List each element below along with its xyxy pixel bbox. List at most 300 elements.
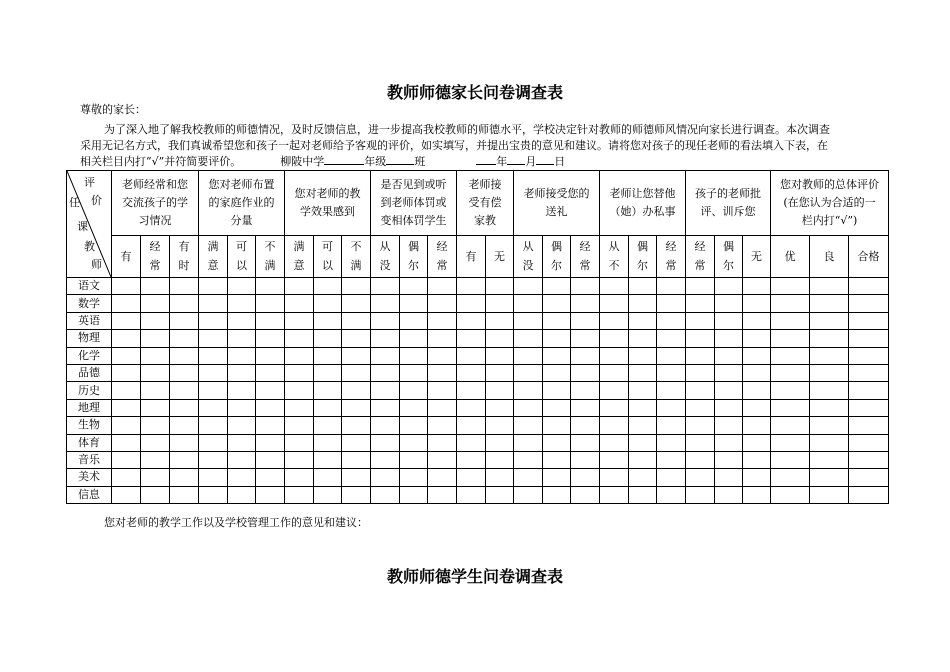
answer-cell[interactable] [514, 486, 543, 503]
answer-cell[interactable] [371, 364, 400, 381]
answer-cell[interactable] [571, 330, 600, 347]
answer-cell[interactable] [771, 399, 810, 416]
answer-cell[interactable] [486, 364, 514, 381]
answer-cell[interactable] [600, 347, 629, 364]
answer-cell[interactable] [657, 330, 686, 347]
answer-cell[interactable] [342, 347, 371, 364]
answer-cell[interactable] [743, 278, 771, 295]
answer-cell[interactable] [743, 399, 771, 416]
answer-cell[interactable] [228, 312, 256, 329]
answer-cell[interactable] [457, 469, 486, 486]
answer-cell[interactable] [600, 399, 629, 416]
answer-cell[interactable] [141, 469, 170, 486]
answer-cell[interactable] [715, 434, 743, 451]
answer-cell[interactable] [342, 364, 371, 381]
answer-cell[interactable] [629, 278, 657, 295]
answer-cell[interactable] [256, 434, 285, 451]
answer-cell[interactable] [810, 278, 849, 295]
answer-cell[interactable] [849, 451, 889, 468]
answer-cell[interactable] [141, 434, 170, 451]
answer-cell[interactable] [141, 330, 170, 347]
answer-cell[interactable] [629, 451, 657, 468]
answer-cell[interactable] [657, 486, 686, 503]
answer-cell[interactable] [657, 434, 686, 451]
answer-cell[interactable] [228, 399, 256, 416]
answer-cell[interactable] [342, 312, 371, 329]
answer-cell[interactable] [849, 434, 889, 451]
answer-cell[interactable] [543, 417, 571, 434]
answer-cell[interactable] [141, 312, 170, 329]
answer-cell[interactable] [199, 330, 228, 347]
answer-cell[interactable] [457, 434, 486, 451]
answer-cell[interactable] [743, 451, 771, 468]
answer-cell[interactable] [571, 347, 600, 364]
answer-cell[interactable] [457, 295, 486, 312]
answer-cell[interactable] [686, 486, 715, 503]
answer-cell[interactable] [371, 417, 400, 434]
answer-cell[interactable] [285, 434, 314, 451]
answer-cell[interactable] [170, 330, 199, 347]
answer-cell[interactable] [810, 451, 849, 468]
answer-cell[interactable] [543, 278, 571, 295]
answer-cell[interactable] [715, 364, 743, 381]
answer-cell[interactable] [199, 399, 228, 416]
answer-cell[interactable] [342, 469, 371, 486]
answer-cell[interactable] [686, 295, 715, 312]
answer-cell[interactable] [600, 295, 629, 312]
answer-cell[interactable] [715, 278, 743, 295]
answer-cell[interactable] [141, 399, 170, 416]
answer-cell[interactable] [428, 382, 457, 399]
answer-cell[interactable] [342, 278, 371, 295]
answer-cell[interactable] [771, 486, 810, 503]
answer-cell[interactable] [600, 382, 629, 399]
answer-cell[interactable] [629, 347, 657, 364]
answer-cell[interactable] [657, 278, 686, 295]
answer-cell[interactable] [849, 330, 889, 347]
answer-cell[interactable] [629, 469, 657, 486]
answer-cell[interactable] [514, 434, 543, 451]
answer-cell[interactable] [428, 434, 457, 451]
answer-cell[interactable] [743, 434, 771, 451]
answer-cell[interactable] [629, 295, 657, 312]
answer-cell[interactable] [170, 312, 199, 329]
answer-cell[interactable] [228, 295, 256, 312]
answer-cell[interactable] [112, 469, 141, 486]
answer-cell[interactable] [228, 486, 256, 503]
answer-cell[interactable] [514, 347, 543, 364]
answer-cell[interactable] [571, 417, 600, 434]
answer-cell[interactable] [400, 399, 428, 416]
answer-cell[interactable] [371, 434, 400, 451]
answer-cell[interactable] [743, 364, 771, 381]
answer-cell[interactable] [314, 278, 342, 295]
answer-cell[interactable] [543, 347, 571, 364]
answer-cell[interactable] [771, 364, 810, 381]
answer-cell[interactable] [314, 312, 342, 329]
answer-cell[interactable] [849, 382, 889, 399]
answer-cell[interactable] [457, 382, 486, 399]
answer-cell[interactable] [771, 382, 810, 399]
answer-cell[interactable] [457, 312, 486, 329]
answer-cell[interactable] [810, 330, 849, 347]
answer-cell[interactable] [514, 364, 543, 381]
answer-cell[interactable] [686, 469, 715, 486]
answer-cell[interactable] [810, 295, 849, 312]
grade-blank[interactable] [324, 154, 364, 165]
answer-cell[interactable] [657, 417, 686, 434]
answer-cell[interactable] [256, 486, 285, 503]
answer-cell[interactable] [228, 347, 256, 364]
answer-cell[interactable] [285, 330, 314, 347]
answer-cell[interactable] [600, 364, 629, 381]
answer-cell[interactable] [342, 295, 371, 312]
answer-cell[interactable] [112, 364, 141, 381]
answer-cell[interactable] [400, 469, 428, 486]
answer-cell[interactable] [657, 382, 686, 399]
answer-cell[interactable] [112, 382, 141, 399]
answer-cell[interactable] [428, 451, 457, 468]
answer-cell[interactable] [228, 417, 256, 434]
answer-cell[interactable] [342, 330, 371, 347]
answer-cell[interactable] [228, 382, 256, 399]
answer-cell[interactable] [112, 434, 141, 451]
answer-cell[interactable] [486, 278, 514, 295]
answer-cell[interactable] [543, 469, 571, 486]
answer-cell[interactable] [486, 382, 514, 399]
answer-cell[interactable] [285, 347, 314, 364]
answer-cell[interactable] [170, 417, 199, 434]
answer-cell[interactable] [849, 312, 889, 329]
answer-cell[interactable] [457, 417, 486, 434]
answer-cell[interactable] [486, 451, 514, 468]
answer-cell[interactable] [400, 278, 428, 295]
answer-cell[interactable] [228, 330, 256, 347]
answer-cell[interactable] [199, 382, 228, 399]
answer-cell[interactable] [112, 451, 141, 468]
answer-cell[interactable] [428, 469, 457, 486]
answer-cell[interactable] [428, 295, 457, 312]
answer-cell[interactable] [170, 278, 199, 295]
answer-cell[interactable] [514, 469, 543, 486]
answer-cell[interactable] [256, 469, 285, 486]
answer-cell[interactable] [743, 469, 771, 486]
answer-cell[interactable] [486, 486, 514, 503]
answer-cell[interactable] [810, 469, 849, 486]
answer-cell[interactable] [743, 347, 771, 364]
answer-cell[interactable] [543, 486, 571, 503]
answer-cell[interactable] [428, 278, 457, 295]
answer-cell[interactable] [849, 295, 889, 312]
answer-cell[interactable] [141, 382, 170, 399]
answer-cell[interactable] [342, 417, 371, 434]
answer-cell[interactable] [771, 295, 810, 312]
answer-cell[interactable] [199, 451, 228, 468]
answer-cell[interactable] [486, 295, 514, 312]
answer-cell[interactable] [571, 364, 600, 381]
answer-cell[interactable] [810, 364, 849, 381]
answer-cell[interactable] [314, 417, 342, 434]
answer-cell[interactable] [256, 382, 285, 399]
answer-cell[interactable] [256, 451, 285, 468]
answer-cell[interactable] [400, 417, 428, 434]
answer-cell[interactable] [571, 451, 600, 468]
answer-cell[interactable] [514, 382, 543, 399]
answer-cell[interactable] [285, 486, 314, 503]
answer-cell[interactable] [141, 486, 170, 503]
answer-cell[interactable] [486, 399, 514, 416]
answer-cell[interactable] [228, 364, 256, 381]
answer-cell[interactable] [686, 451, 715, 468]
answer-cell[interactable] [371, 399, 400, 416]
answer-cell[interactable] [715, 399, 743, 416]
answer-cell[interactable] [771, 417, 810, 434]
answer-cell[interactable] [657, 295, 686, 312]
answer-cell[interactable] [686, 382, 715, 399]
answer-cell[interactable] [686, 278, 715, 295]
answer-cell[interactable] [600, 486, 629, 503]
answer-cell[interactable] [371, 469, 400, 486]
answer-cell[interactable] [400, 382, 428, 399]
answer-cell[interactable] [371, 347, 400, 364]
answer-cell[interactable] [629, 417, 657, 434]
answer-cell[interactable] [141, 451, 170, 468]
answer-cell[interactable] [285, 382, 314, 399]
answer-cell[interactable] [141, 295, 170, 312]
answer-cell[interactable] [199, 278, 228, 295]
answer-cell[interactable] [400, 330, 428, 347]
answer-cell[interactable] [629, 364, 657, 381]
answer-cell[interactable] [514, 330, 543, 347]
answer-cell[interactable] [170, 469, 199, 486]
answer-cell[interactable] [228, 469, 256, 486]
answer-cell[interactable] [771, 434, 810, 451]
answer-cell[interactable] [371, 451, 400, 468]
answer-cell[interactable] [743, 486, 771, 503]
answer-cell[interactable] [486, 434, 514, 451]
answer-cell[interactable] [199, 434, 228, 451]
answer-cell[interactable] [629, 382, 657, 399]
answer-cell[interactable] [228, 451, 256, 468]
answer-cell[interactable] [743, 312, 771, 329]
answer-cell[interactable] [112, 399, 141, 416]
answer-cell[interactable] [543, 382, 571, 399]
answer-cell[interactable] [543, 434, 571, 451]
answer-cell[interactable] [314, 364, 342, 381]
answer-cell[interactable] [256, 278, 285, 295]
answer-cell[interactable] [849, 364, 889, 381]
answer-cell[interactable] [715, 469, 743, 486]
answer-cell[interactable] [170, 486, 199, 503]
answer-cell[interactable] [428, 399, 457, 416]
answer-cell[interactable] [314, 347, 342, 364]
answer-cell[interactable] [514, 278, 543, 295]
answer-cell[interactable] [849, 417, 889, 434]
answer-cell[interactable] [810, 486, 849, 503]
answer-cell[interactable] [743, 330, 771, 347]
answer-cell[interactable] [400, 312, 428, 329]
answer-cell[interactable] [571, 278, 600, 295]
answer-cell[interactable] [342, 451, 371, 468]
answer-cell[interactable] [849, 399, 889, 416]
answer-cell[interactable] [629, 330, 657, 347]
answer-cell[interactable] [771, 330, 810, 347]
answer-cell[interactable] [141, 364, 170, 381]
answer-cell[interactable] [686, 364, 715, 381]
answer-cell[interactable] [112, 312, 141, 329]
answer-cell[interactable] [771, 347, 810, 364]
answer-cell[interactable] [810, 312, 849, 329]
answer-cell[interactable] [199, 295, 228, 312]
answer-cell[interactable] [486, 417, 514, 434]
answer-cell[interactable] [600, 278, 629, 295]
answer-cell[interactable] [629, 486, 657, 503]
answer-cell[interactable] [657, 347, 686, 364]
answer-cell[interactable] [112, 278, 141, 295]
answer-cell[interactable] [371, 486, 400, 503]
answer-cell[interactable] [457, 451, 486, 468]
answer-cell[interactable] [428, 364, 457, 381]
answer-cell[interactable] [571, 434, 600, 451]
answer-cell[interactable] [400, 364, 428, 381]
answer-cell[interactable] [199, 469, 228, 486]
answer-cell[interactable] [256, 295, 285, 312]
answer-cell[interactable] [170, 382, 199, 399]
answer-cell[interactable] [810, 382, 849, 399]
answer-cell[interactable] [715, 382, 743, 399]
answer-cell[interactable] [543, 312, 571, 329]
answer-cell[interactable] [457, 486, 486, 503]
answer-cell[interactable] [657, 451, 686, 468]
answer-cell[interactable] [371, 330, 400, 347]
answer-cell[interactable] [371, 295, 400, 312]
answer-cell[interactable] [849, 469, 889, 486]
answer-cell[interactable] [514, 312, 543, 329]
answer-cell[interactable] [629, 399, 657, 416]
answer-cell[interactable] [256, 364, 285, 381]
answer-cell[interactable] [600, 434, 629, 451]
answer-cell[interactable] [743, 382, 771, 399]
answer-cell[interactable] [629, 434, 657, 451]
answer-cell[interactable] [457, 278, 486, 295]
answer-cell[interactable] [686, 434, 715, 451]
answer-cell[interactable] [285, 399, 314, 416]
answer-cell[interactable] [170, 451, 199, 468]
answer-cell[interactable] [715, 330, 743, 347]
answer-cell[interactable] [810, 347, 849, 364]
answer-cell[interactable] [428, 312, 457, 329]
answer-cell[interactable] [112, 295, 141, 312]
answer-cell[interactable] [543, 295, 571, 312]
answer-cell[interactable] [112, 330, 141, 347]
answer-cell[interactable] [141, 417, 170, 434]
answer-cell[interactable] [256, 399, 285, 416]
answer-cell[interactable] [457, 364, 486, 381]
answer-cell[interactable] [428, 330, 457, 347]
year-blank[interactable] [476, 154, 496, 165]
answer-cell[interactable] [228, 434, 256, 451]
answer-cell[interactable] [285, 278, 314, 295]
answer-cell[interactable] [228, 278, 256, 295]
answer-cell[interactable] [514, 417, 543, 434]
answer-cell[interactable] [571, 399, 600, 416]
answer-cell[interactable] [199, 347, 228, 364]
answer-cell[interactable] [715, 312, 743, 329]
answer-cell[interactable] [400, 486, 428, 503]
answer-cell[interactable] [543, 330, 571, 347]
answer-cell[interactable] [428, 347, 457, 364]
answer-cell[interactable] [514, 399, 543, 416]
answer-cell[interactable] [314, 451, 342, 468]
answer-cell[interactable] [285, 417, 314, 434]
answer-cell[interactable] [771, 312, 810, 329]
answer-cell[interactable] [256, 330, 285, 347]
answer-cell[interactable] [743, 417, 771, 434]
answer-cell[interactable] [686, 417, 715, 434]
answer-cell[interactable] [849, 278, 889, 295]
month-blank[interactable] [507, 154, 525, 165]
answer-cell[interactable] [629, 312, 657, 329]
answer-cell[interactable] [285, 451, 314, 468]
answer-cell[interactable] [170, 434, 199, 451]
answer-cell[interactable] [314, 399, 342, 416]
answer-cell[interactable] [199, 364, 228, 381]
answer-cell[interactable] [514, 295, 543, 312]
answer-cell[interactable] [715, 417, 743, 434]
answer-cell[interactable] [141, 347, 170, 364]
answer-cell[interactable] [715, 347, 743, 364]
answer-cell[interactable] [285, 312, 314, 329]
answer-cell[interactable] [256, 347, 285, 364]
answer-cell[interactable] [314, 382, 342, 399]
answer-cell[interactable] [170, 347, 199, 364]
answer-cell[interactable] [543, 399, 571, 416]
answer-cell[interactable] [715, 451, 743, 468]
answer-cell[interactable] [600, 312, 629, 329]
answer-cell[interactable] [600, 469, 629, 486]
answer-cell[interactable] [543, 451, 571, 468]
answer-cell[interactable] [657, 364, 686, 381]
answer-cell[interactable] [486, 330, 514, 347]
answer-cell[interactable] [371, 278, 400, 295]
answer-cell[interactable] [314, 295, 342, 312]
answer-cell[interactable] [170, 295, 199, 312]
answer-cell[interactable] [715, 295, 743, 312]
answer-cell[interactable] [543, 364, 571, 381]
answer-cell[interactable] [600, 330, 629, 347]
answer-cell[interactable] [571, 295, 600, 312]
answer-cell[interactable] [657, 469, 686, 486]
answer-cell[interactable] [457, 399, 486, 416]
answer-cell[interactable] [285, 295, 314, 312]
answer-cell[interactable] [314, 469, 342, 486]
answer-cell[interactable] [486, 347, 514, 364]
answer-cell[interactable] [428, 486, 457, 503]
answer-cell[interactable] [657, 399, 686, 416]
answer-cell[interactable] [457, 330, 486, 347]
answer-cell[interactable] [743, 295, 771, 312]
answer-cell[interactable] [371, 382, 400, 399]
answer-cell[interactable] [657, 312, 686, 329]
answer-cell[interactable] [571, 486, 600, 503]
answer-cell[interactable] [342, 382, 371, 399]
answer-cell[interactable] [170, 399, 199, 416]
answer-cell[interactable] [141, 278, 170, 295]
day-blank[interactable] [536, 154, 554, 165]
answer-cell[interactable] [112, 347, 141, 364]
answer-cell[interactable] [256, 417, 285, 434]
answer-cell[interactable] [400, 295, 428, 312]
